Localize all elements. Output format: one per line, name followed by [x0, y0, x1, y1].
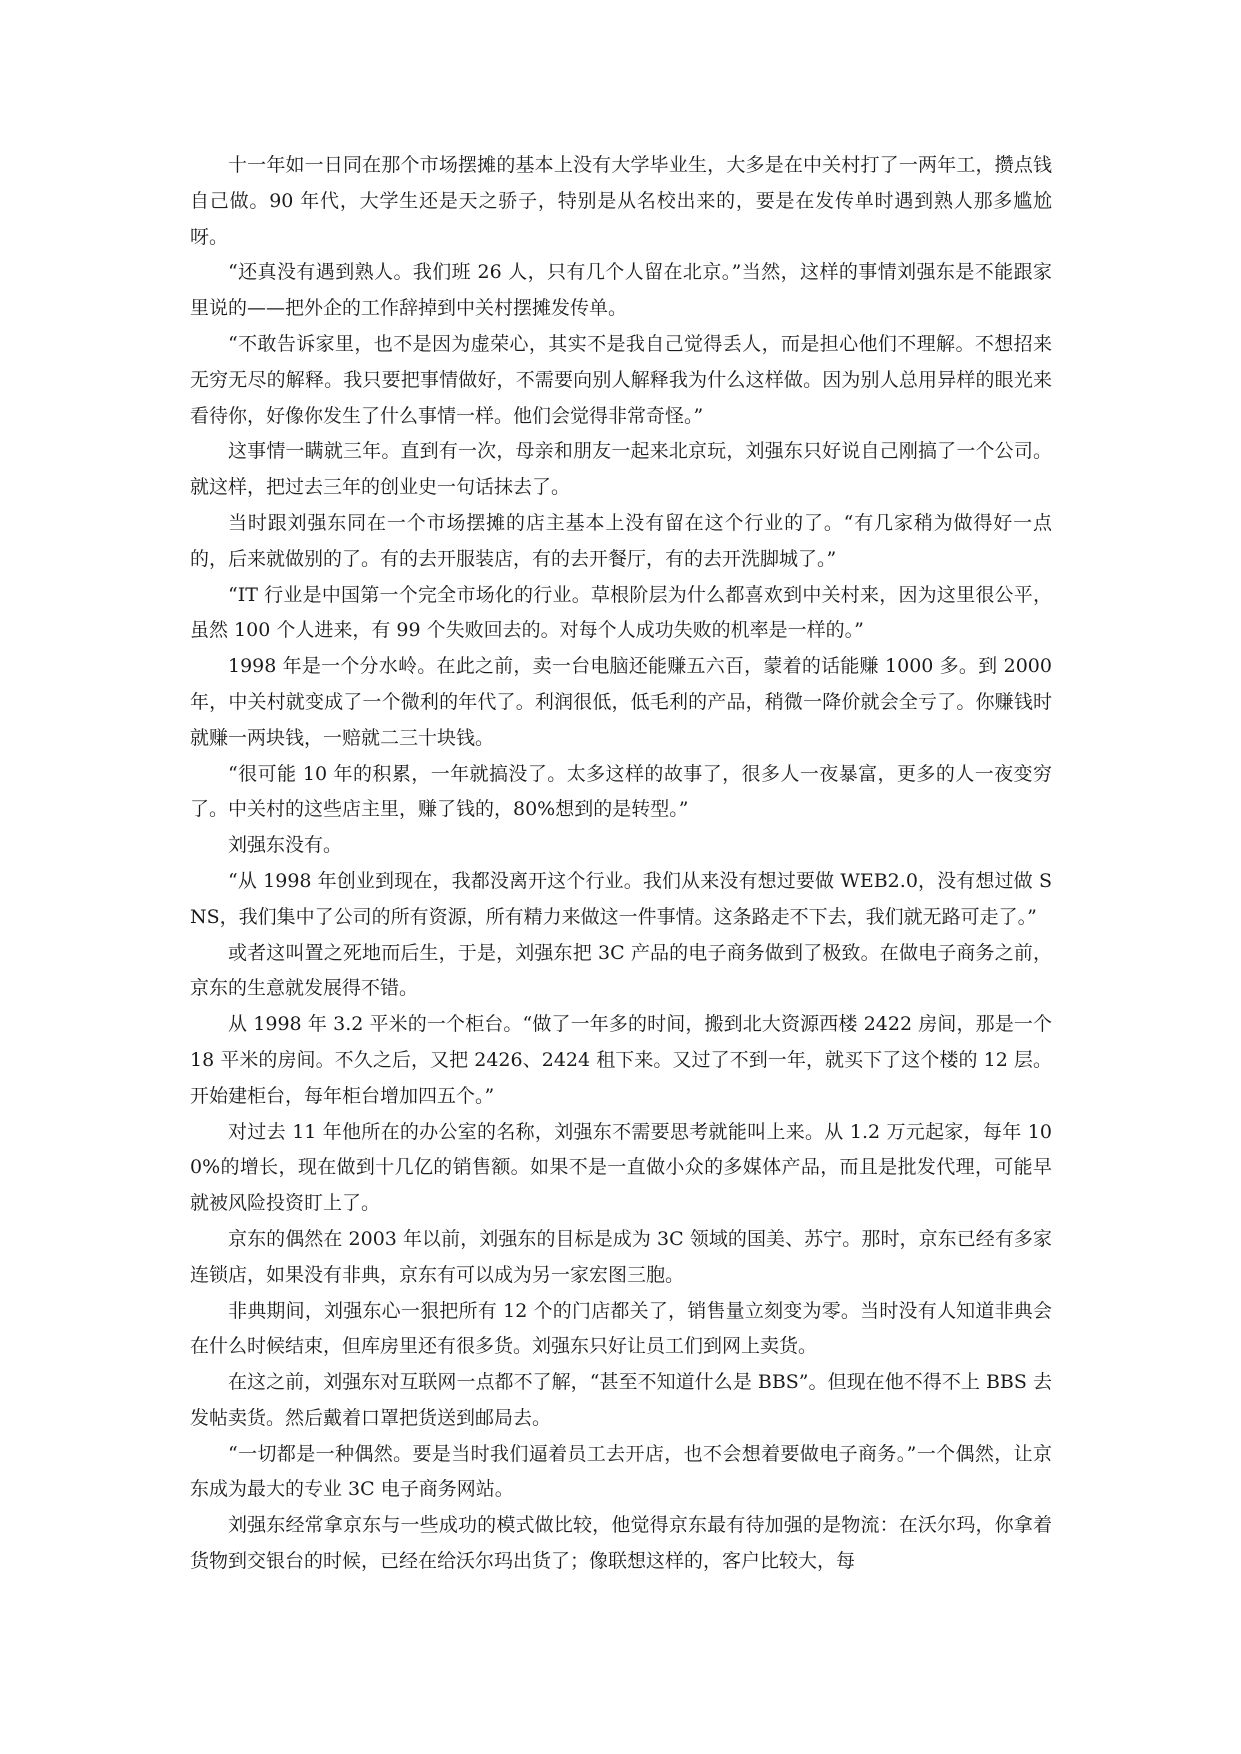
paragraph: 十一年如一日同在那个市场摆摊的基本上没有大学毕业生，大多是在中关村打了一两年工，攒点钱自己做。90 年代，大学生还是天之骄子，特别是从名校出来的，要是在发传单时遇到熟人那多尴尬呀。 — [190, 154, 1052, 248]
paragraph: 在这之前，刘强东对互联网一点都不了解，“甚至不知道什么是 BBS”。但现在他不得不上 BBS 去发帖卖货。然后戴着口罩把货送到邮局去。 — [190, 1371, 1052, 1429]
paragraph: 从 1998 年 3.2 平米的一个柜台。“做了一年多的时间，搬到北大资源西楼 2422 房间，那是一个 18 平米的房间。不久之后，又把 2426、2424 租下来。又过了不到一年，就买下了这个楼的 12 层。开始建柜台，每年柜台增加四五个。” — [190, 1013, 1052, 1107]
paragraph: 当时跟刘强东同在一个市场摆摊的店主基本上没有留在这个行业的了。“有几家稍为做得好一点的，后来就做别的了。有的去开服装店，有的去开餐厅，有的去开洗脚城了。” — [190, 511, 1052, 570]
paragraph: 1998 年是一个分水岭。在此之前，卖一台电脑还能赚五六百，蒙着的话能赚 1000 多。到 2000 年，中关村就变成了一个微利的年代了。利润很低，低毛利的产品，稍微一降价就会全亏了。你赚钱时就赚一两块钱，一赔就二三十块钱。 — [190, 655, 1052, 749]
paragraph: 京东的偶然在 2003 年以前，刘强东的目标是成为 3C 领域的国美、苏宁。那时，京东已经有多家连锁店，如果没有非典，京东有可以成为另一家宏图三胞。 — [190, 1227, 1052, 1286]
paragraph: 刘强东经常拿京东与一些成功的模式做比较，他觉得京东最有待加强的是物流：在沃尔玛，你拿着货物到交银台的时候，已经在给沃尔玛出货了；像联想这样的，客户比较大，每 — [190, 1514, 1052, 1573]
paragraph: “从 1998 年创业到现在，我都没离开这个行业。我们从来没有想过要做 WEB2.0，没有想过做 SNS，我们集中了公司的所有资源，所有精力来做这一件事情。这条路走不下去，我们就无路可走了。” — [190, 869, 1052, 928]
paragraph: “不敢告诉家里，也不是因为虚荣心，其实不是我自己觉得丢人，而是担心他们不理解。不想招来无穷无尽的解释。我只要把事情做好，不需要向别人解释我为什么这样做。因为别人总用异样的眼光来看待你，好像你发生了什么事情一样。他们会觉得非常奇怪。” — [190, 332, 1052, 427]
paragraph: 非典期间，刘强东心一狠把所有 12 个的门店都关了，销售量立刻变为零。当时没有人知道非典会在什么时候结束，但库房里还有很多货。刘强东只好让员工们到网上卖货。 — [190, 1299, 1052, 1358]
paragraph: “还真没有遇到熟人。我们班 26 人，只有几个人留在北京。”当然，这样的事情刘强东是不能跟家里说的——把外企的工作辞掉到中关村摆摊发传单。 — [190, 261, 1052, 320]
paragraph: “一切都是一种偶然。要是当时我们逼着员工去开店，也不会想着要做电子商务。”一个偶然，让京东成为最大的专业 3C 电子商务网站。 — [190, 1442, 1052, 1501]
paragraph: 刘强东没有。 — [228, 834, 343, 857]
paragraph: “很可能 10 年的积累，一年就搞没了。太多这样的故事了，很多人一夜暴富，更多的人一夜变穷了。中关村的这些店主里，赚了钱的，80%想到的是转型。” — [190, 762, 1052, 821]
paragraph: 或者这叫置之死地而后生，于是，刘强东把 3C 产品的电子商务做到了极致。在做电子商务之前，京东的生意就发展得不错。 — [190, 941, 1052, 1000]
paragraph: 这事情一瞒就三年。直到有一次，母亲和朋友一起来北京玩，刘强东只好说自己刚搞了一个公司。就这样，把过去三年的创业史一句话抹去了。 — [190, 440, 1052, 499]
article-body — [190, 148, 1052, 1580]
paragraph: “IT 行业是中国第一个完全市场化的行业。草根阶层为什么都喜欢到中关村来，因为这里很公平，虽然 100 个人进来，有 99 个失败回去的。对每个人成功失败的机率是一样的。” — [190, 583, 1052, 642]
paragraph: 对过去 11 年他所在的办公室的名称，刘强东不需要思考就能叫上来。从 1.2 万元起家，每年 100%的增长，现在做到十几亿的销售额。如果不是一直做小众的多媒体产品，而且是批发代理，可能早就被风险投资盯上了。 — [190, 1120, 1052, 1215]
